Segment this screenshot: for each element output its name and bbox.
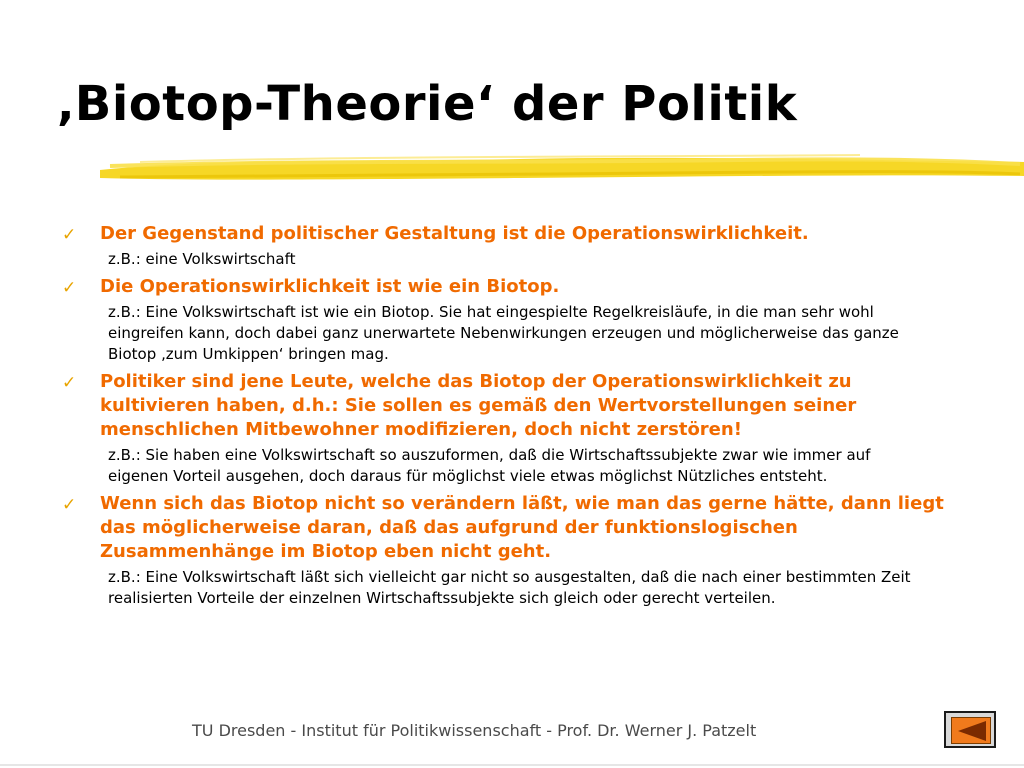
slide-footer: TU Dresden - Institut für Politikwissenschaft - Prof. Dr. Werner J. Patzelt xyxy=(192,721,757,740)
bullet-point xyxy=(62,275,962,299)
bullet-example: z.B.: eine Volkswirtschaft xyxy=(108,250,296,268)
bullet-lead: Politiker sind jene Leute, welche das Biotop der Operationswirklichkeit zu kultivieren haben, d.h.: Sie sollen es gemäß den Wertvorstellungen seiner menschlichen Mitbewohner modifizieren, doch nicht zerstören! xyxy=(100,371,857,440)
bottom-divider xyxy=(0,764,1024,766)
checkmark-icon: ✓ xyxy=(62,225,77,245)
bullet-example: z.B.: Sie haben eine Volkswirtschaft so auszuformen, daß die Wirtschaftssubjekte zwar wie immer auf eigenen Vorteil ausgehen, doch daraus für möglichst viele etwas möglichst Nützliches entsteht. xyxy=(108,446,871,485)
bullet-lead: Die Operationswirklichkeit ist wie ein Biotop. xyxy=(100,276,560,297)
checkmark-icon: ✓ xyxy=(62,278,77,298)
checkmark-icon: ✓ xyxy=(62,373,77,393)
bullet-point xyxy=(62,370,962,442)
bullet-point xyxy=(62,222,962,246)
bullet-example: z.B.: Eine Volkswirtschaft ist wie ein Biotop. Sie hat eingespielte Regelkreisläufe, in die man sehr wohl eingreifen kann, doch dabei ganz unerwartete Nebenwirkungen erzeugen und möglicherweise das ganze Biotop ‚zum Umkippen‘ bringen mag. xyxy=(108,303,899,363)
bullet-point xyxy=(62,492,962,564)
bullet-lead: Der Gegenstand politischer Gestaltung ist die Operationswirklichkeit. xyxy=(100,223,809,244)
previous-slide-button[interactable] xyxy=(944,711,996,748)
slide-title: ‚Biotop-Theorie‘ der Politik xyxy=(56,76,798,132)
bullet-example: z.B.: Eine Volkswirtschaft läßt sich vielleicht gar nicht so ausgestalten, daß die nach einer bestimmten Zeit realisierten Vorteile der einzelnen Wirtschaftssubjekte sich gleich oder gerecht verteilen. xyxy=(108,568,911,607)
bullet-list xyxy=(62,222,962,614)
arrow-left-icon xyxy=(956,719,988,743)
checkmark-icon: ✓ xyxy=(62,495,77,515)
highlighter-stroke xyxy=(100,150,1024,184)
bullet-lead: Wenn sich das Biotop nicht so verändern läßt, wie man das gerne hätte, dann liegt das möglicherweise daran, daß das aufgrund der funktionslogischen Zusammenhänge im Biotop eben nicht geht. xyxy=(100,493,944,562)
